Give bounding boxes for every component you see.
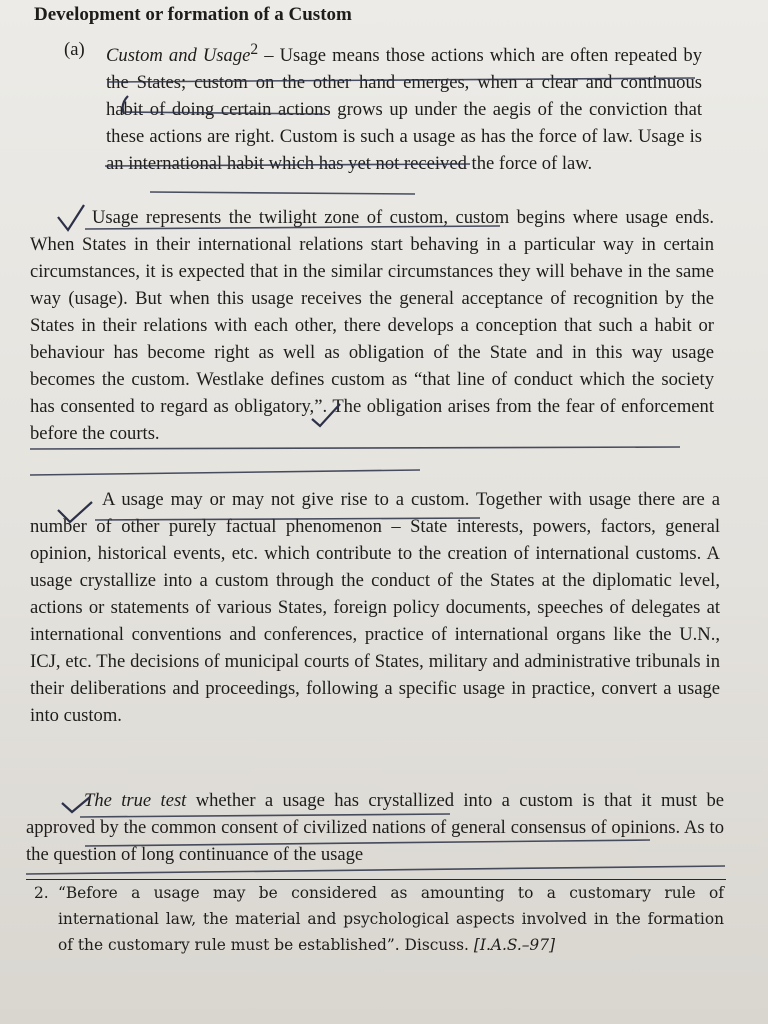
footnote-number: 2.	[34, 884, 49, 902]
subsection-label: (a)	[64, 39, 85, 60]
footnote-source: [I.A.S.–97]	[473, 936, 556, 954]
pen-underline	[30, 447, 680, 449]
true-test-emphasis: The true test	[84, 790, 187, 811]
footnote-text: “Before a usage may be considered as amounting to a customary rule of international law, the material and psychological aspects involved in the formation of the customary rule must be established”. Discuss.	[58, 884, 724, 954]
pen-underline	[150, 192, 415, 194]
true-test-text: whether a usage has crystallized into a custom is that it must be approved by the common consent of civilized nations of general consensus of opinions. As to the question of long continuance of the usage	[26, 790, 724, 865]
subsection-text: – Usage means those actions which are often repeated by the States; custom on the other hand emerges, when a clear and continuous habit of doing certain actions grows up under the aegis of the conviction that these actions are right. Custom is such a usage as has the force of law. Usage is an international habit which has yet not received the force of law.	[106, 45, 702, 175]
subsection-custom-and-usage	[64, 36, 702, 177]
footnote-reference: 2	[250, 41, 259, 58]
paragraph-usage-custom: A usage may or may not give rise to a custom. Together with usage there are a number of other purely factual phenomenon – State interests, powers, factors, general opinion, historical events, etc. which contribute to the creation of international customs. A usage crystallize into a custom through the conduct of the States at the diplomatic level, actions or statements of various States, foreign policy documents, speeches of delegates at international conventions and conferences, practice of international organs like the U.N., ICJ, etc. The decisions of municipal courts of States, military and administrative tribunals in their deliberations and proceedings, following a specific usage in practice, convert a usage into custom.	[30, 489, 720, 726]
pen-underline	[30, 470, 420, 475]
section-heading: Development or formation of a Custom	[34, 4, 352, 25]
footnote	[34, 880, 724, 958]
paragraph-true-test	[26, 787, 724, 868]
subsection-title: Custom and Usage	[106, 45, 251, 67]
paragraph-twilight-zone: Usage represents the twilight zone of custom, custom begins where usage ends. When States in their international relations start behaving in a particular way in certain circumstances, it is expected that in the similar circumstances they will behave in the same way (usage). But when this usage receives the general acceptance of recognition by the States in their relations with each other, there develops a conception that such a habit or behaviour has become right as well as obligation of the State and in this way usage becomes the custom. Westlake defines custom as “that line of conduct which the society has consented to regard as obligatory,”. The obligation arises from the fear of enforcement before the courts.	[30, 207, 714, 444]
